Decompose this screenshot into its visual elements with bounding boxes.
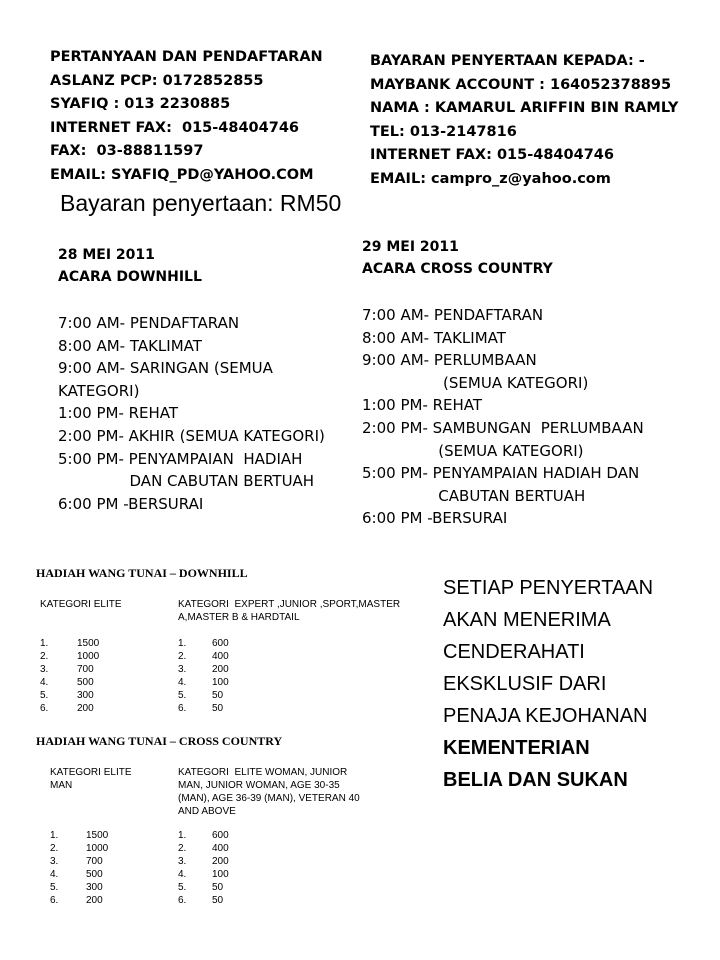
amount: 1500 [86,830,109,841]
schedule-line: DAN CABUTAN BERTUAH [58,472,315,491]
amount: 700 [86,856,103,867]
amount: 100 [212,677,229,688]
contact-right-line: INTERNET FAX: 015-48404746 [370,147,614,163]
schedule-line: 9:00 AM- PERLUMBAAN [362,351,537,370]
amount: 500 [86,869,103,880]
rank: 2. [178,651,187,662]
schedule-line: 7:00 AM- PENDAFTARAN [58,314,240,332]
schedule-line: CABUTAN BERTUAH [362,486,586,505]
amount: 50 [212,882,224,893]
rank: 5. [50,882,59,893]
col1-header-line: MAN [50,780,73,791]
rank: 3. [178,664,187,675]
contact-left-line: PERTANYAAN DAN PENDAFTARAN [50,49,323,65]
day1-schedule [58,312,325,515]
col2-header-line: KATEGORI EXPERT ,JUNIOR ,SPORT,MASTER [178,599,401,610]
rank: 6. [178,703,187,714]
amount: 200 [77,703,94,714]
rank: 5. [40,690,49,701]
amount: 400 [212,843,229,854]
rank: 6. [178,895,187,906]
prize-downhill-title: HADIAH WANG TUNAI – DOWNHILL [36,566,248,580]
contact-left-line: INTERNET FAX: 015-48404746 [50,119,300,136]
schedule-line: KATEGORI) [58,381,140,400]
rank: 4. [178,869,187,880]
amount: 600 [212,638,229,649]
amount: 1000 [86,843,109,854]
col2-header-line: AND ABOVE [178,806,236,817]
rank: 6. [40,703,49,714]
day1-date: 28 MEI 2011 [58,247,155,263]
rank: 6. [50,895,59,906]
promo-line: CENDERAHATI [443,641,585,663]
amount: 200 [212,856,229,867]
rank: 1. [50,830,59,841]
schedule-line: 8:00 AM- TAKLIMAT [58,336,202,355]
promo-line: SETIAP PENYERTAAN [443,577,654,599]
rank: 1. [178,830,187,841]
schedule-line: 2:00 PM- AKHIR (SEMUA KATEGORI) [58,426,325,445]
schedule-line: (SEMUA KATEGORI) [362,373,589,392]
contact-right-line: NAMA : KAMARUL ARIFFIN BIN RAMLY [370,100,679,116]
amount: 1500 [77,638,100,649]
day2-schedule [362,304,644,530]
contact-left-line: FAX: 03-88811597 [50,143,204,159]
entry-fee: Bayaran penyertaan: RM50 [60,190,342,216]
col2-header-line: A,MASTER B & HARDTAIL [178,612,300,623]
souvenir-notice [443,572,653,796]
sponsor-name: KEMENTERIAN [443,737,590,759]
day2-section [362,236,644,530]
amount: 50 [212,703,224,714]
schedule-line: (SEMUA KATEGORI) [362,441,584,460]
rank: 3. [178,856,187,867]
col2-header-line: MAN, JUNIOR WOMAN, AGE 30-35 [178,780,340,791]
promo-line: PENAJA KEJOHANAN [443,705,648,727]
promo-line: AKAN MENERIMA [443,609,611,631]
amount: 400 [212,651,229,662]
amount: 50 [212,895,224,906]
schedule-line: 1:00 PM- REHAT [58,404,179,423]
amount: 50 [212,690,224,701]
rank: 2. [50,843,59,854]
rank: 4. [40,677,49,688]
prize-cross-title: HADIAH WANG TUNAI – CROSS COUNTRY [36,734,283,748]
schedule-line: 5:00 PM- PENYAMPAIAN HADIAH [58,449,303,468]
schedule-line: 1:00 PM- REHAT [362,396,483,415]
day1-section [58,244,325,515]
rank: 4. [178,677,187,688]
schedule-line: 9:00 AM- SARINGAN (SEMUA [58,359,273,378]
amount: 200 [212,664,229,675]
amount: 100 [212,869,229,880]
amount: 300 [77,690,94,701]
contact-right-line: TEL: 013-2147816 [370,123,517,140]
amount: 300 [86,882,103,893]
rank: 2. [40,651,49,662]
contact-left-line: ASLANZ PCP: 0172852855 [50,72,264,89]
promo-line: EKSKLUSIF DARI [443,673,607,695]
col2-header-line: KATEGORI ELITE WOMAN, JUNIOR [178,767,348,778]
amount: 500 [77,677,94,688]
rank: 4. [50,869,59,880]
col1-header-line: KATEGORI ELITE [40,599,122,610]
rank: 1. [178,638,187,649]
schedule-line: 6:00 PM -BERSURAI [362,509,508,528]
contact-right [370,50,678,191]
contact-right-line: MAYBANK ACCOUNT : 164052378895 [370,76,672,93]
contact-left-line: EMAIL: SYAFIQ_PD@YAHOO.COM [50,166,314,183]
schedule-line: 5:00 PM- PENYAMPAIAN HADIAH DAN [362,464,640,483]
rank: 3. [40,664,49,675]
schedule-line: 2:00 PM- SAMBUNGAN PERLUMBAAN [362,418,644,437]
schedule-line: 8:00 AM- TAKLIMAT [362,328,506,347]
amount: 700 [77,664,94,675]
rank: 2. [178,843,187,854]
contact-left-line: SYAFIQ : 013 2230885 [50,96,231,112]
contact-left [50,46,323,187]
col2-header-line: (MAN), AGE 36-39 (MAN), VETERAN 40 [178,793,360,804]
sponsor-name: BELIA DAN SUKAN [443,769,628,791]
contact-right-line: BAYARAN PENYERTAAN KEPADA: - [370,53,645,69]
rank: 3. [50,856,59,867]
rank: 5. [178,882,187,893]
rank: 1. [40,638,49,649]
col1-header-line: KATEGORI ELITE [50,767,132,778]
amount: 600 [212,830,229,841]
amount: 200 [86,895,103,906]
schedule-line: 7:00 AM- PENDAFTARAN [362,306,544,324]
contact-right-line: EMAIL: campro_z@yahoo.com [370,170,611,187]
day1-event: ACARA DOWNHILL [58,269,202,285]
rank: 5. [178,690,187,701]
amount: 1000 [77,651,100,662]
day2-event: ACARA CROSS COUNTRY [362,261,553,277]
schedule-line: 6:00 PM -BERSURAI [58,494,204,513]
day2-date: 29 MEI 2011 [362,239,459,255]
